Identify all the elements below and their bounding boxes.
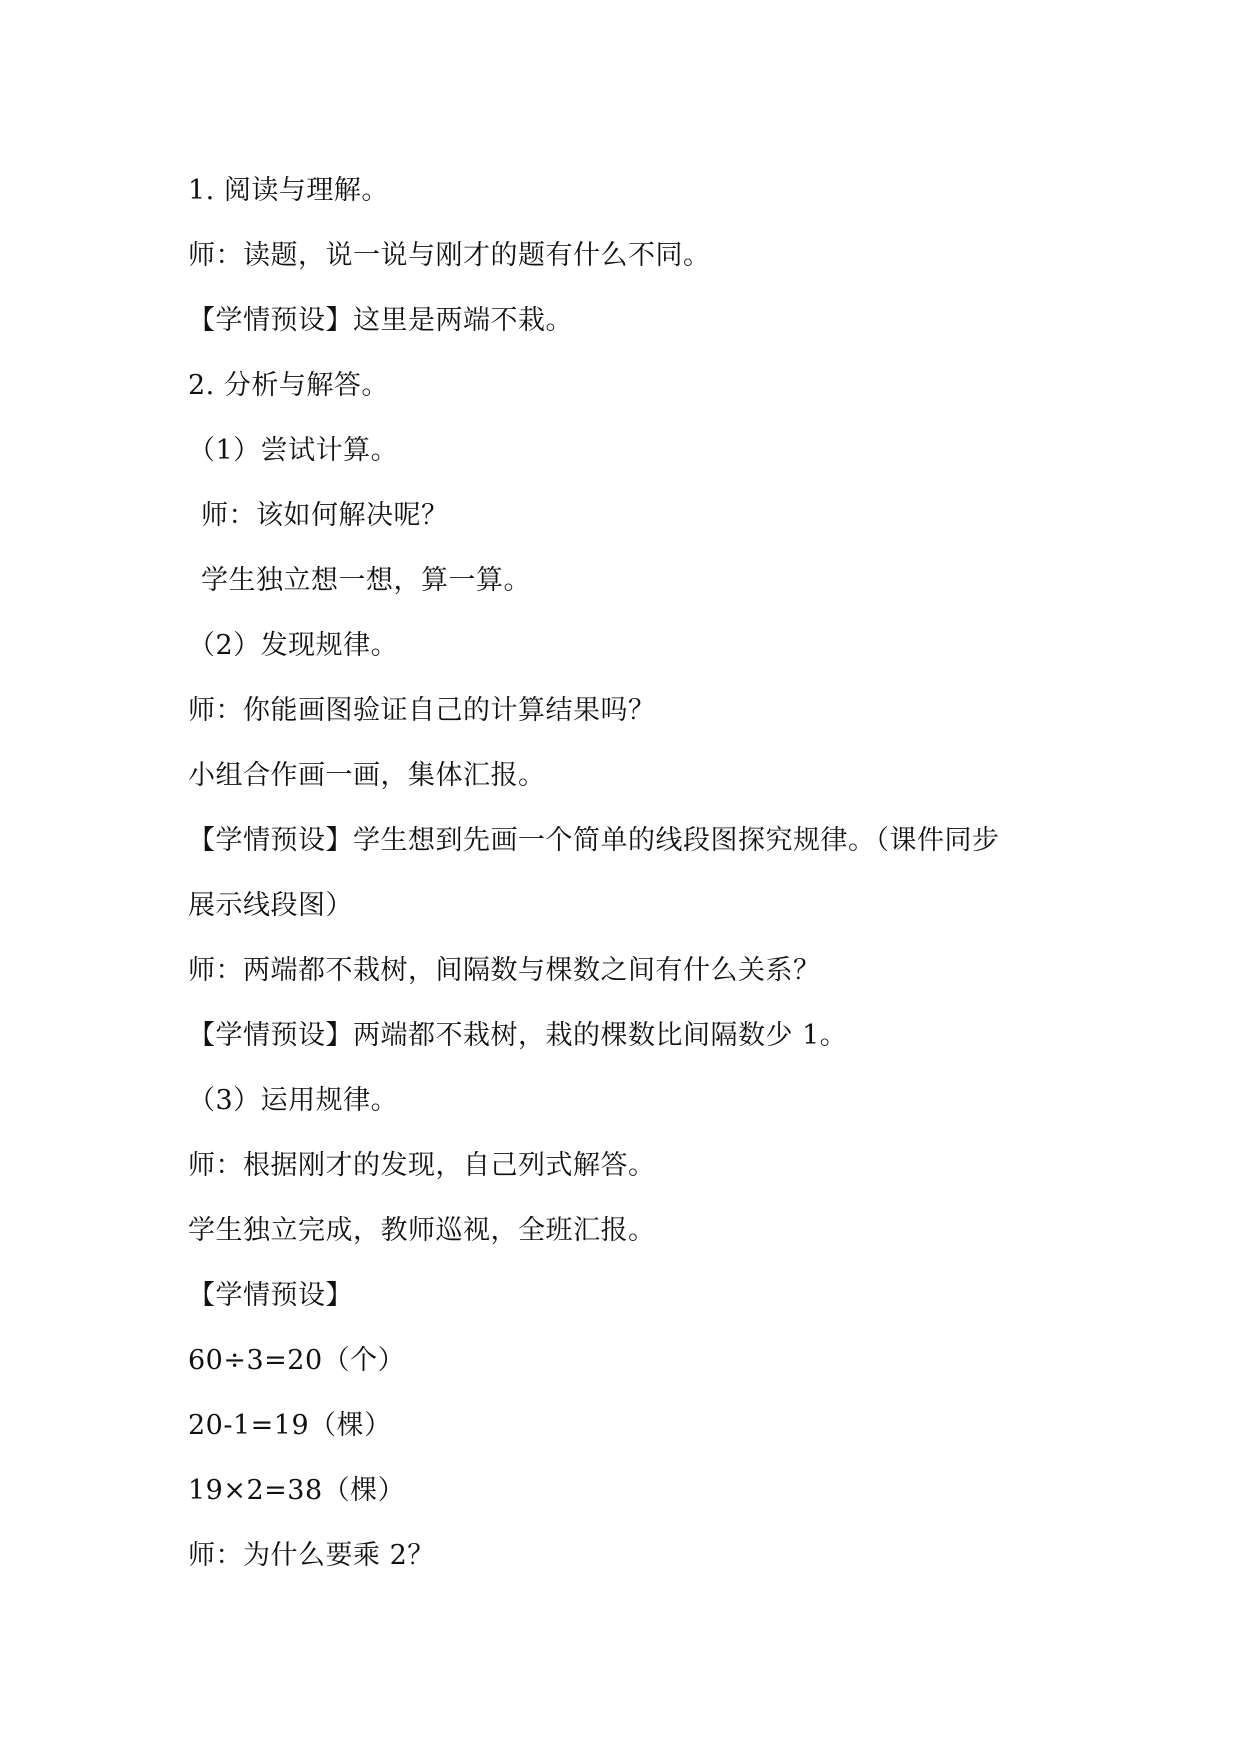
teacher-prompt: 师：根据刚才的发现，自己列式解答。: [188, 1150, 656, 1181]
teacher-prompt: 师：你能画图验证自己的计算结果吗？: [188, 695, 656, 726]
expected-response-label: 【学情预设】: [188, 1280, 353, 1311]
student-activity: 小组合作画一画，集体汇报。: [188, 760, 546, 791]
expected-response: 【学情预设】学生想到先画一个简单的线段图探究规律。（课件同步: [188, 825, 1000, 856]
teacher-prompt: 师：为什么要乘 2？: [188, 1540, 435, 1571]
expected-response-continued: 展示线段图）: [188, 890, 353, 921]
step-heading-reading: 1. 阅读与理解。: [188, 175, 389, 206]
document-body: [188, 158, 1068, 1588]
expected-response: 【学情预设】两端都不栽树，栽的棵数比间隔数少 1。: [188, 1020, 848, 1051]
expected-response: 【学情预设】这里是两端不栽。: [188, 305, 573, 336]
substep-heading: （1）尝试计算。: [188, 435, 399, 466]
equation-line: 20-1=19（棵）: [188, 1410, 392, 1441]
student-activity: 学生独立完成，教师巡视，全班汇报。: [188, 1215, 656, 1246]
equation-line: 19×2=38（棵）: [188, 1475, 406, 1506]
substep-heading: （3）运用规律。: [188, 1085, 399, 1116]
substep-heading: （2）发现规律。: [188, 630, 399, 661]
teacher-prompt: 师：该如何解决呢？: [201, 500, 449, 531]
teacher-prompt: 师：读题，说一说与刚才的题有什么不同。: [188, 240, 711, 271]
step-heading-analysis: 2. 分析与解答。: [188, 370, 389, 401]
equation-line: 60÷3=20（个）: [188, 1345, 406, 1376]
student-activity: 学生独立想一想，算一算。: [201, 565, 531, 596]
teacher-prompt: 师：两端都不栽树，间隔数与棵数之间有什么关系？: [188, 955, 821, 986]
